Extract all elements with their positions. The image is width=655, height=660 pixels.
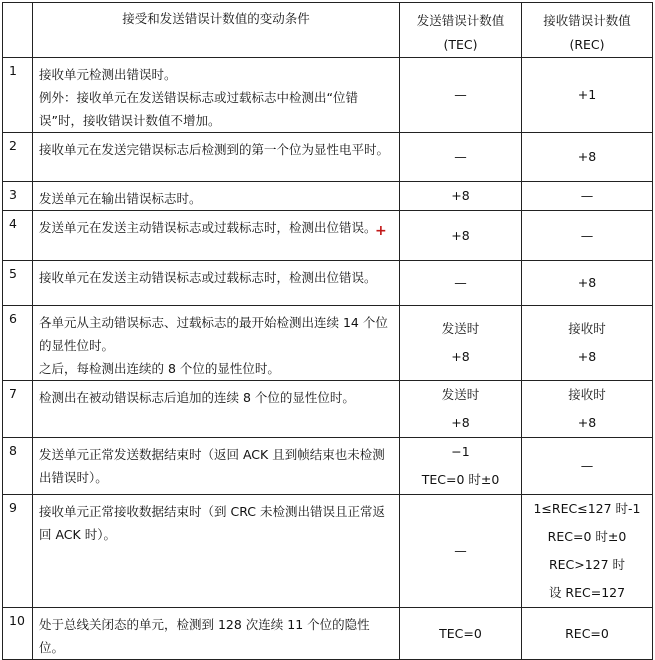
rec-value: +8 bbox=[577, 415, 597, 430]
table-row bbox=[3, 58, 653, 133]
rec-value-cell bbox=[522, 438, 653, 495]
tec-value-cell bbox=[400, 438, 522, 495]
condition-cell bbox=[33, 261, 400, 306]
condition-text: 发送单元在发送主动错误标志或过载标志时，检测出位错误。 bbox=[39, 220, 377, 235]
condition-text: 各单元从主动错误标志、过载标志的最开始检测出连续 14 个位的显性位时。 bbox=[39, 315, 388, 353]
condition-text: 之后，每检测出连续的 8 个位的显性位时。 bbox=[39, 361, 280, 376]
condition-cell bbox=[33, 608, 400, 660]
tec-value: +8 bbox=[451, 349, 470, 364]
row-number: 3 bbox=[3, 182, 33, 211]
rec-value: REC>127 时 bbox=[548, 557, 626, 572]
condition-text: 检测出在被动错误标志后追加的连续 8 个位的显性位时。 bbox=[39, 390, 355, 405]
condition-cell bbox=[33, 182, 400, 211]
rec-value-cell bbox=[522, 306, 653, 381]
rec-value: — bbox=[580, 227, 594, 243]
condition-cell bbox=[33, 495, 400, 608]
rec-value: 1≤REC≤127 时-1 bbox=[533, 501, 641, 516]
row-number: 5 bbox=[3, 261, 33, 306]
condition-text: 处于总线关闭态的单元，检测到 128 次连续 11 个位的隐性位。 bbox=[39, 617, 370, 655]
table-row bbox=[3, 133, 653, 182]
header-rec-title: 接收错误计数值 bbox=[543, 13, 631, 28]
rec-value: — bbox=[580, 188, 594, 203]
row-number: 8 bbox=[3, 438, 33, 495]
row-number: 2 bbox=[3, 133, 33, 182]
tec-value-cell bbox=[400, 495, 522, 608]
table-row bbox=[3, 495, 653, 608]
condition-cell bbox=[33, 438, 400, 495]
tec-value: +8 bbox=[451, 227, 470, 243]
tec-value: — bbox=[454, 275, 467, 290]
header-num-cell bbox=[3, 3, 33, 58]
header-rec bbox=[522, 3, 653, 58]
rec-value: +1 bbox=[577, 87, 597, 102]
rec-value: — bbox=[580, 458, 594, 473]
header-rec-abbr: (REC) bbox=[569, 37, 605, 52]
tec-value: TEC=0 时±0 bbox=[421, 472, 500, 487]
condition-text: 发送单元正常发送数据结束时（返回 ACK 且到帧结束也未检测出错误时）。 bbox=[39, 447, 385, 485]
condition-text: 接收单元正常接收数据结束时（到 CRC 未检测出错误且正常返回 ACK 时）。 bbox=[39, 504, 385, 542]
tec-value: 发送时 bbox=[441, 387, 480, 402]
condition-text: 接收单元检测出错误时。 bbox=[39, 67, 177, 82]
rec-value: +8 bbox=[577, 149, 597, 164]
condition-text: 发送单元在输出错误标志时。 bbox=[39, 191, 202, 206]
rec-value: +8 bbox=[577, 349, 597, 364]
condition-text: 接收单元在发送主动错误标志或过载标志时，检测出位错误。 bbox=[39, 270, 377, 285]
rec-value: 接收时 bbox=[568, 321, 606, 336]
rec-value-cell bbox=[522, 495, 653, 608]
tec-value: TEC=0 bbox=[439, 625, 482, 641]
header-condition: 接受和发送错误计数值的变动条件 bbox=[33, 3, 400, 58]
rec-value-cell bbox=[522, 211, 653, 261]
tec-value-cell bbox=[400, 608, 522, 660]
tec-value: — bbox=[454, 149, 467, 164]
table-row bbox=[3, 182, 653, 211]
header-row bbox=[3, 3, 653, 58]
row-number: 7 bbox=[3, 381, 33, 438]
row-number: 10 bbox=[3, 608, 33, 660]
tec-value: +8 bbox=[451, 415, 470, 430]
header-tec bbox=[400, 3, 522, 58]
condition-cell bbox=[33, 211, 400, 261]
row-number: 4 bbox=[3, 211, 33, 261]
table-row bbox=[3, 608, 653, 660]
header-tec-title: 发送错误计数值 bbox=[416, 13, 505, 28]
tec-value-cell bbox=[400, 182, 522, 211]
tec-value: — bbox=[454, 87, 467, 102]
rec-value: 接收时 bbox=[568, 387, 606, 402]
tec-value: 发送时 bbox=[441, 321, 480, 336]
tec-value-cell bbox=[400, 381, 522, 438]
tec-value-cell bbox=[400, 211, 522, 261]
rec-value-cell bbox=[522, 182, 653, 211]
rec-value-cell bbox=[522, 58, 653, 133]
condition-cell bbox=[33, 306, 400, 381]
table-row bbox=[3, 438, 653, 495]
table-row bbox=[3, 306, 653, 381]
header-tec-abbr: (TEC) bbox=[443, 37, 478, 52]
rec-value: REC=0 时±0 bbox=[547, 529, 627, 544]
rec-value-cell bbox=[522, 261, 653, 306]
row-number: 9 bbox=[3, 495, 33, 608]
condition-text: 接收单元在发送完错误标志后检测到的第一个位为显性电平时。 bbox=[39, 142, 390, 157]
rec-value-cell bbox=[522, 133, 653, 182]
condition-cell bbox=[33, 133, 400, 182]
rec-value: 设 REC=127 bbox=[548, 585, 626, 600]
condition-cell bbox=[33, 58, 400, 133]
condition-text: 例外：接收单元在发送错误标志或过载标志中检测出“位错误”时，接收错误计数值不增加。 bbox=[39, 90, 358, 128]
tec-value: +8 bbox=[451, 188, 470, 203]
tec-value: — bbox=[454, 543, 467, 558]
row-number: 1 bbox=[3, 58, 33, 133]
condition-cell bbox=[33, 381, 400, 438]
rec-value: REC=0 bbox=[565, 625, 609, 641]
rec-value-cell bbox=[522, 608, 653, 660]
tec-value-cell bbox=[400, 58, 522, 133]
red-plus-mark: + bbox=[375, 223, 387, 239]
table-row bbox=[3, 381, 653, 438]
table-row bbox=[3, 211, 653, 261]
tec-value-cell bbox=[400, 133, 522, 182]
row-number: 6 bbox=[3, 306, 33, 381]
error-counter-table bbox=[2, 2, 653, 660]
tec-value-cell bbox=[400, 306, 522, 381]
tec-value-cell bbox=[400, 261, 522, 306]
tec-value: −1 bbox=[451, 444, 470, 459]
table-row bbox=[3, 261, 653, 306]
rec-value: +8 bbox=[577, 275, 597, 290]
rec-value-cell bbox=[522, 381, 653, 438]
